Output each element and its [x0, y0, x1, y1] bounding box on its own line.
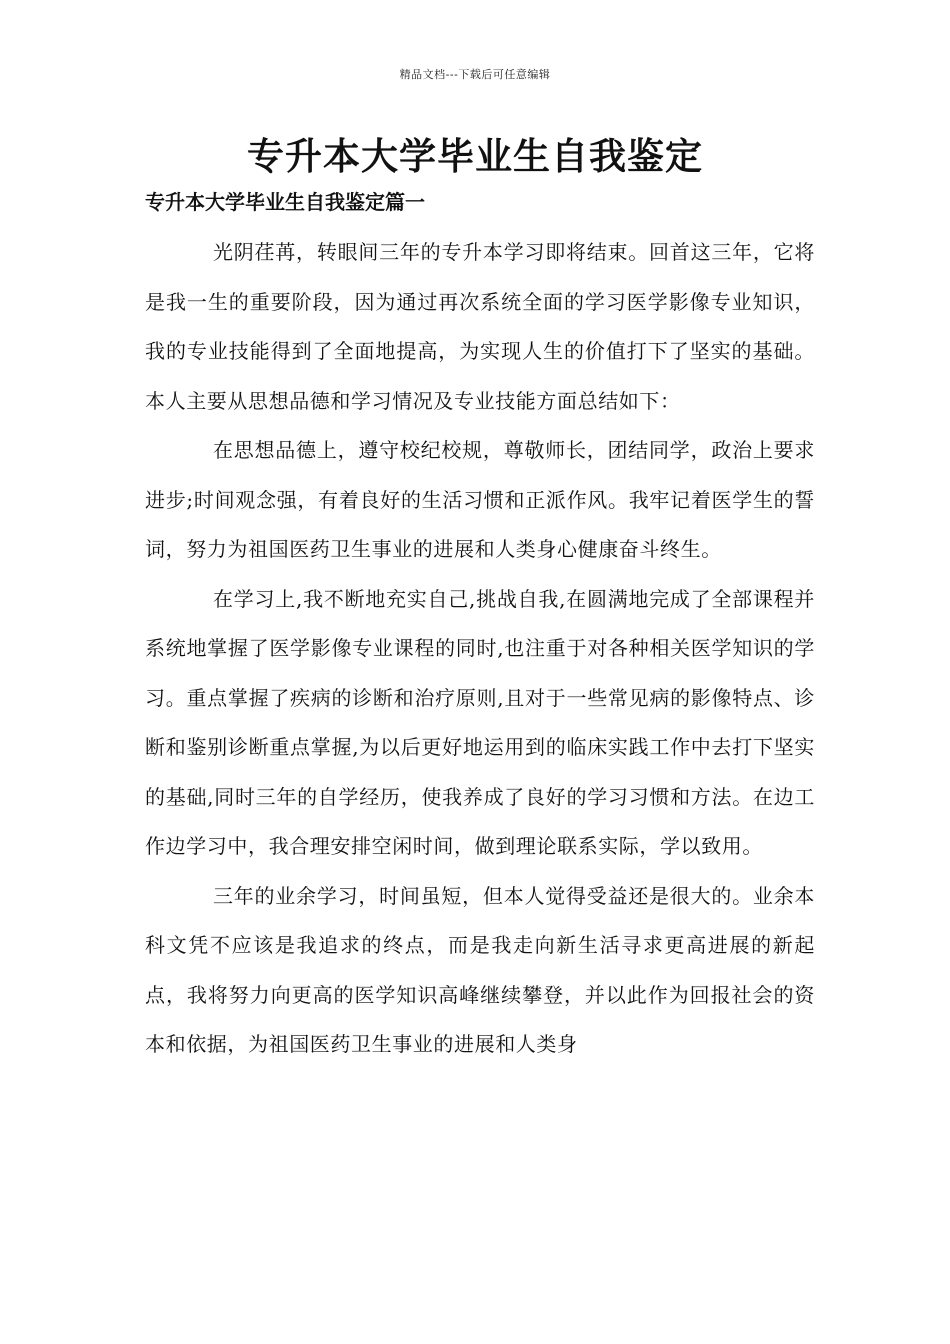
paragraph: 在学习上,我不断地充实自己,挑战自我,在圆满地完成了全部课程并系统地掌握了医学影像专业课程的同时,也注重于对各种相关医学知识的学习。重点掌握了疾病的诊断和治疗原则,且对于一些常见病的影像特点、诊断和鉴别诊断重点掌握,为以后更好地运用到的临床实践工作中去打下坚实的基础,同时三年的自学经历，使我养成了良好的学习习惯和方法。在边工作边学习中，我合理安排空闲时间，做到理论联系实际，学以致用。 [145, 586, 815, 858]
header-note: 精品文档---下载后可任意编辑 [399, 68, 551, 81]
section-heading: 专升本大学毕业生自我鉴定篇一 [145, 190, 425, 214]
document-title: 专升本大学毕业生自我鉴定 [247, 135, 703, 178]
paragraph: 光阴荏苒，转眼间三年的专升本学习即将结束。回首这三年，它将是我一生的重要阶段，因为通过再次系统全面的学习医学影像专业知识，我的专业技能得到了全面地提高，为实现人生的价值打下了坚实的基础。本人主要从思想品德和学习情况及专业技能方面总结如下： [145, 240, 815, 413]
paragraph: 在思想品德上，遵守校纪校规，尊敬师长，团结同学，政治上要求进步;时间观念强，有着良好的生活习惯和正派作风。我牢记着医学生的誓词，努力为祖国医药卫生事业的进展和人类身心健康奋斗终生。 [145, 438, 815, 561]
body-text [145, 228, 815, 1070]
paragraph: 三年的业余学习，时间虽短，但本人觉得受益还是很大的。业余本科文凭不应该是我追求的终点，而是我走向新生活寻求更高进展的新起点，我将努力向更高的医学知识高峰继续攀登，并以此作为回报社会的资本和依据，为祖国医药卫生事业的进展和人类身 [145, 883, 815, 1056]
